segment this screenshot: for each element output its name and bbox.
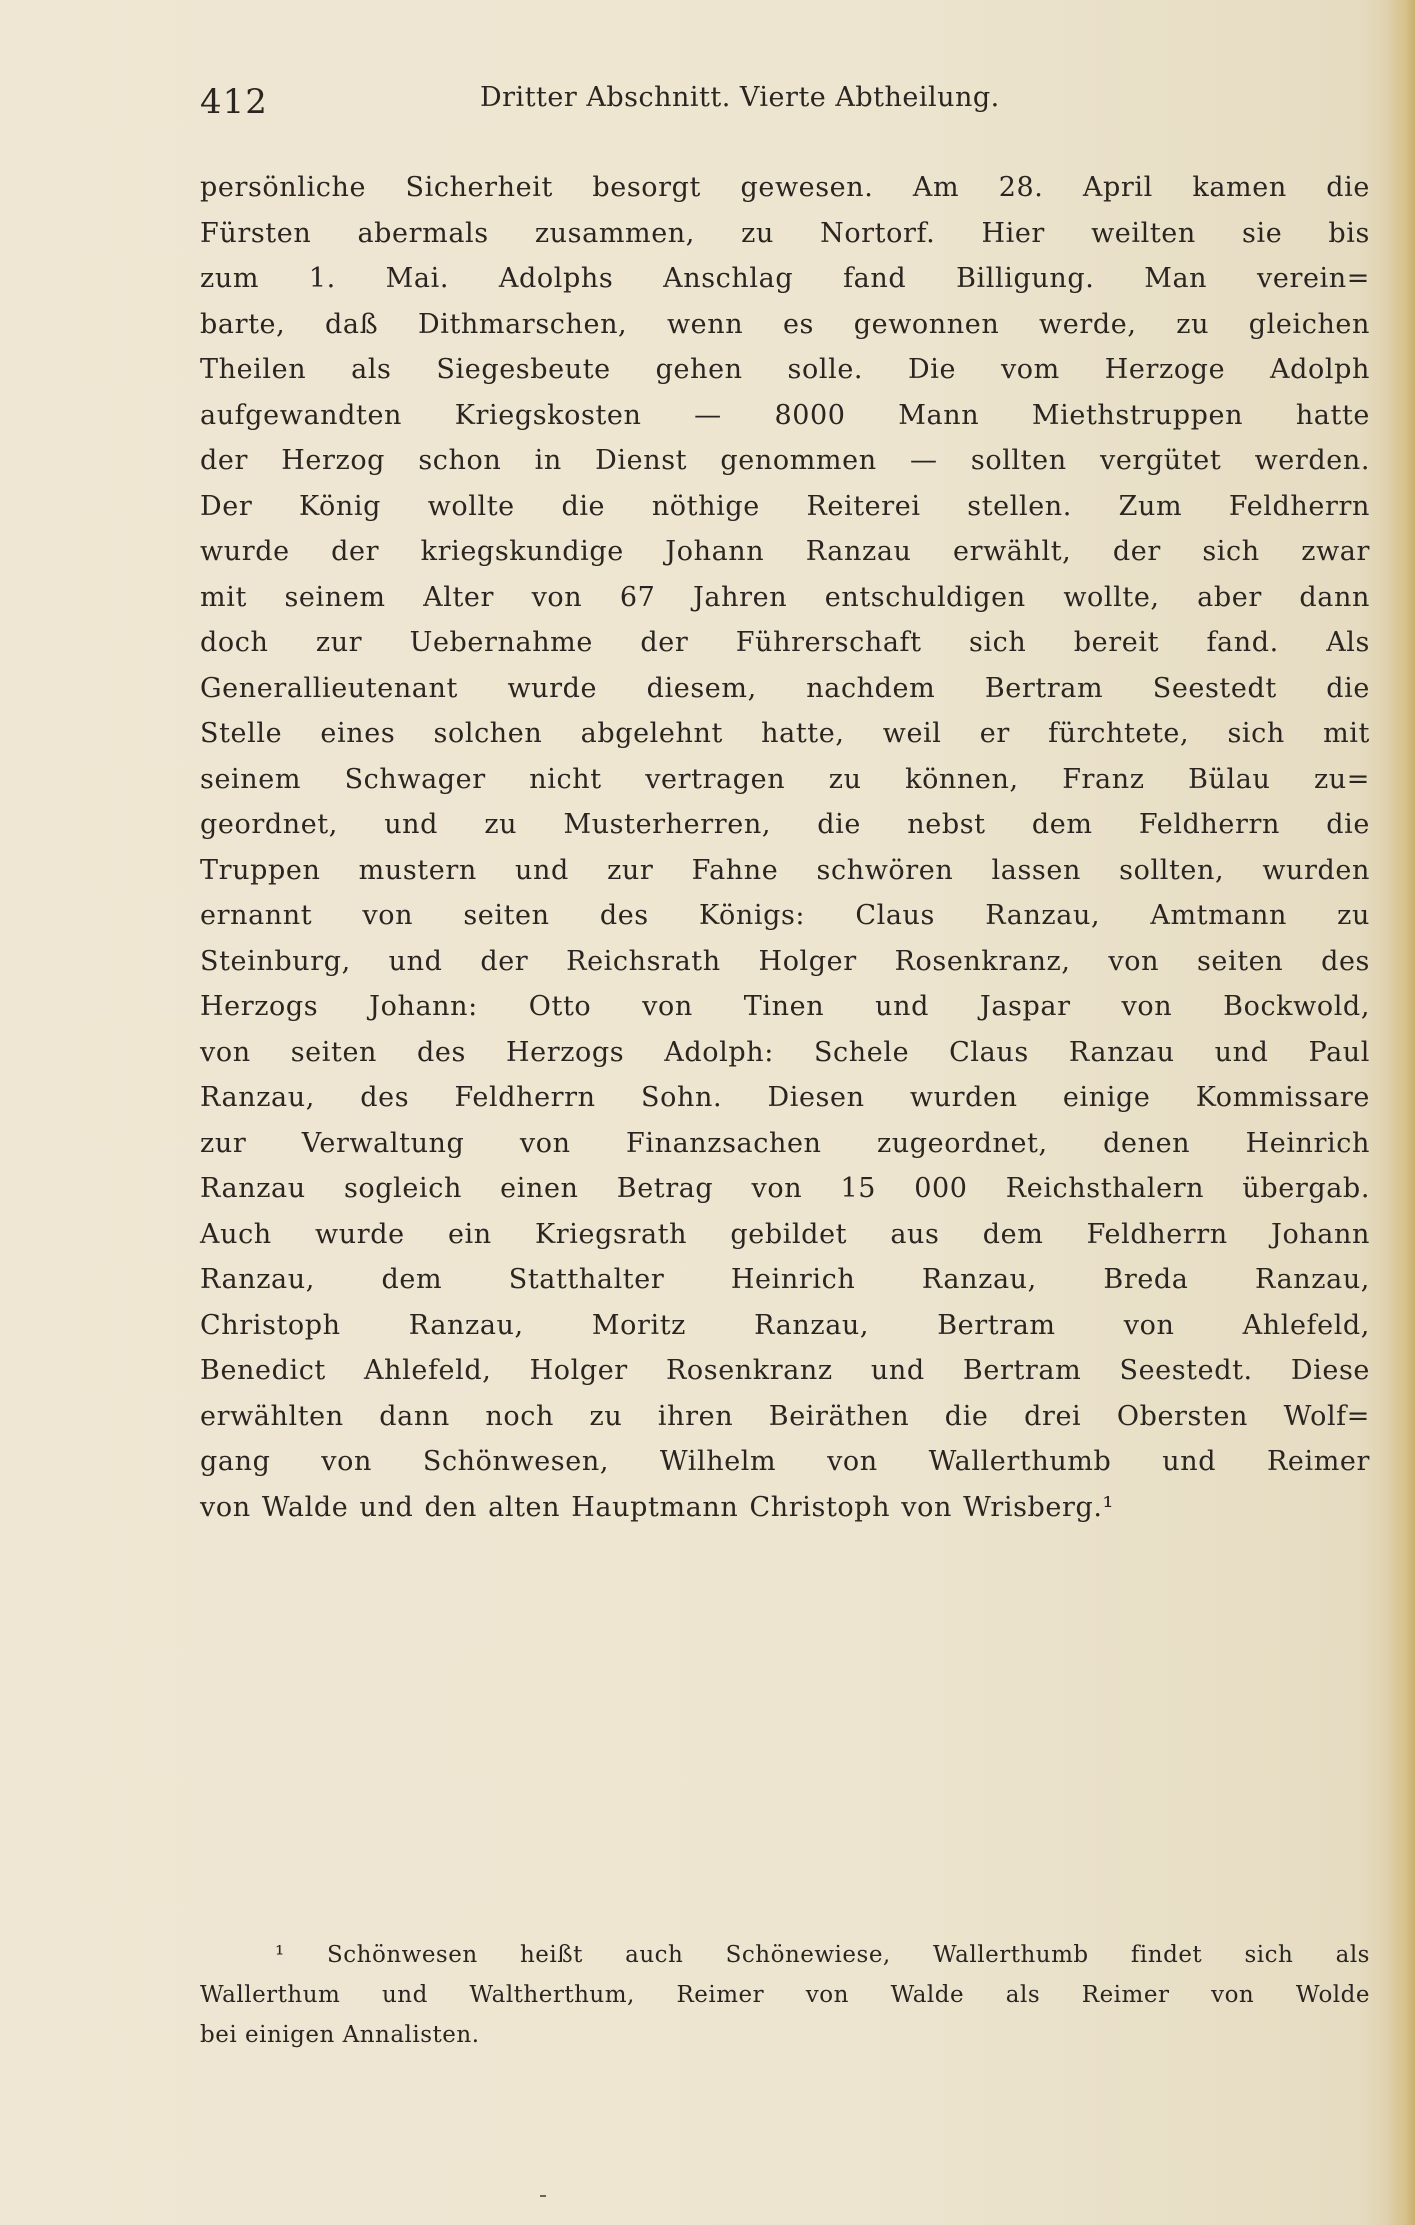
page-edge (1387, 0, 1415, 2225)
text-line: von seiten des Herzogs Adolph: Schele Claus Ranzau und Paul (200, 1036, 1370, 1068)
text-line: von Walde und den alten Hauptmann Christoph von Wrisberg.¹ (200, 1491, 1114, 1523)
text-line: Truppen mustern und zur Fahne schwören lassen sollten, wurden (200, 854, 1370, 886)
text-line: Stelle eines solchen abgelehnt hatte, weil er fürchtete, sich mit (200, 718, 1370, 749)
text-line: Benedict Ahlefeld, Holger Rosenkranz und Bertram Seestedt. Diese (200, 1355, 1370, 1386)
page-header (200, 82, 1100, 122)
text-line: doch zur Uebernahme der Führerschaft sich bereit fand. Als (200, 627, 1370, 658)
text-line: Steinburg, und der Reichsrath Holger Rosenkranz, von seiten des (200, 945, 1370, 977)
footnote-line: Wallerthum und Waltherthum, Reimer von Walde als Reimer von Wolde (200, 1982, 1370, 2008)
text-line: aufgewandten Kriegskosten — 8000 Mann Miethstruppen hatte (200, 399, 1370, 431)
text-line: Der König wollte die nöthige Reiterei stellen. Zum Feldherrn (200, 490, 1370, 522)
body-text (200, 165, 1370, 1530)
footnotes (200, 1935, 1370, 2055)
text-line: ernannt von seiten des Königs: Claus Ranzau, Amtmann zu (200, 900, 1370, 931)
text-line: der Herzog schon in Dienst genommen — sollten vergütet werden. (200, 445, 1370, 476)
footnote-line: ¹ Schönwesen heißt auch Schönewiese, Wallerthumb findet sich als (275, 1942, 1370, 1968)
text-line: erwählten dann noch zu ihren Beiräthen die drei Obersten Wolf= (200, 1400, 1370, 1432)
text-line: seinem Schwager nicht vertragen zu können, Franz Bülau zu= (200, 763, 1370, 795)
footnote-line: bei einigen Annalisten. (200, 2022, 480, 2048)
text-line: Ranzau sogleich einen Betrag von 15 000 Reichsthalern übergab. (200, 1173, 1370, 1204)
text-line: Herzogs Johann: Otto von Tinen und Jaspar von Bockwold, (200, 991, 1370, 1022)
text-line: barte, daß Dithmarschen, wenn es gewonnen werde, zu gleichen (200, 308, 1370, 340)
text-line: Ranzau, dem Statthalter Heinrich Ranzau, Breda Ranzau, (200, 1264, 1370, 1295)
text-line: mit seinem Alter von 67 Jahren entschuldigen wollte, aber dann (200, 581, 1370, 613)
text-line: Auch wurde ein Kriegsrath gebildet aus dem Feldherrn Johann (200, 1218, 1370, 1250)
text-line: Ranzau, des Feldherrn Sohn. Diesen wurden einige Kommissare (200, 1082, 1370, 1113)
text-line: Generallieutenant wurde diesem, nachdem Bertram Seestedt die (200, 672, 1370, 704)
text-line: Fürsten abermals zusammen, zu Nortorf. Hier weilten sie bis (200, 217, 1370, 249)
text-line: zum 1. Mai. Adolphs Anschlag fand Billigung. Man verein= (200, 263, 1370, 294)
running-title: Dritter Abschnitt. Vierte Abtheilung. (480, 82, 1000, 113)
page-number: 412 (200, 82, 268, 122)
text-line: geordnet, und zu Musterherren, die nebst dem Feldherrn die (200, 809, 1370, 840)
text-line: wurde der kriegskundige Johann Ranzau erwählt, der sich zwar (200, 536, 1370, 567)
text-line: gang von Schönwesen, Wilhelm von Wallerthumb und Reimer (200, 1446, 1370, 1477)
text-line: persönliche Sicherheit besorgt gewesen. Am 28. April kamen die (200, 172, 1370, 203)
text-line: zur Verwaltung von Finanzsachen zugeordnet, denen Heinrich (200, 1127, 1370, 1159)
text-line: Theilen als Siegesbeute gehen solle. Die vom Herzoge Adolph (200, 354, 1370, 385)
text-line: Christoph Ranzau, Moritz Ranzau, Bertram von Ahlefeld, (200, 1309, 1370, 1341)
page-mark (540, 2195, 546, 2197)
